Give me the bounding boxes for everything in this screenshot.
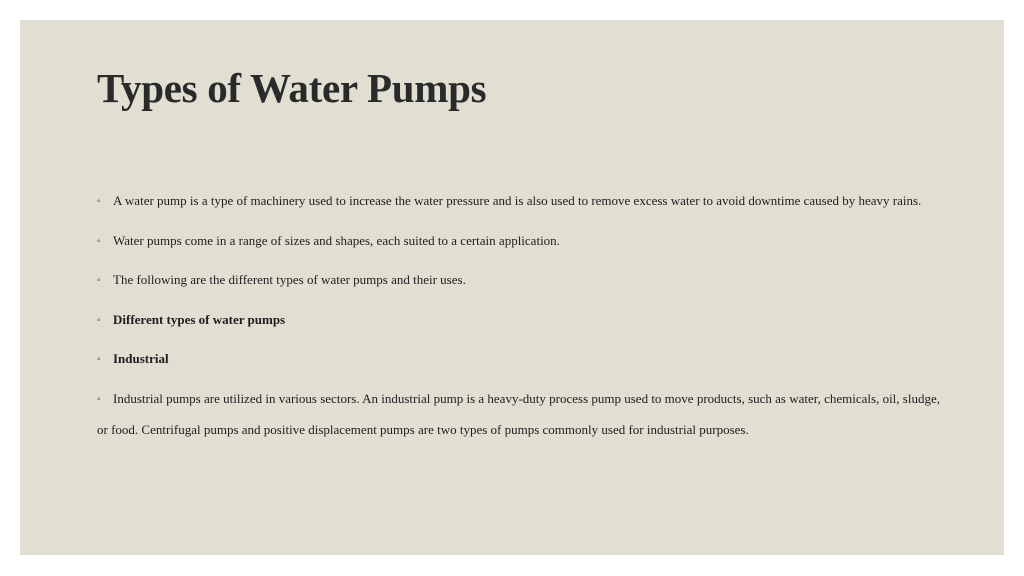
bullet-icon: ◦ <box>97 354 101 365</box>
bullet-icon: ◦ <box>97 275 101 286</box>
bullet-item <box>97 305 947 336</box>
bullet-item <box>97 384 947 445</box>
bullet-item <box>97 186 947 217</box>
slide <box>20 20 1004 555</box>
bullet-heading: Industrial <box>113 351 169 366</box>
slide-title: Types of Water Pumps <box>97 65 487 111</box>
bullet-item <box>97 226 947 257</box>
bullet-list <box>97 186 947 453</box>
bullet-text: A water pump is a type of machinery used to increase the water pressure and is also used to remove excess water to avoid downtime caused by heavy rains. <box>113 193 922 208</box>
bullet-text: Industrial pumps are utilized in various sectors. An industrial pump is a heavy-duty process pump used to move products, such as water, chemicals, oil, sludge, or food. Centrifugal pumps and positive displacement pumps are two types of pumps commonly used for industrial purposes. <box>97 390 940 437</box>
bullet-heading: Different types of water pumps <box>113 311 286 327</box>
bullet-icon: ◦ <box>97 235 101 247</box>
bullet-icon: ◦ <box>97 196 101 207</box>
bullet-text: Water pumps come in a range of sizes and shapes, each suited to a certain application. <box>113 232 560 248</box>
bullet-icon: ◦ <box>97 393 101 405</box>
bullet-icon: ◦ <box>97 314 101 326</box>
bullet-item <box>97 344 947 375</box>
bullet-text: The following are the different types of water pumps and their uses. <box>113 272 466 287</box>
bullet-item <box>97 265 947 296</box>
